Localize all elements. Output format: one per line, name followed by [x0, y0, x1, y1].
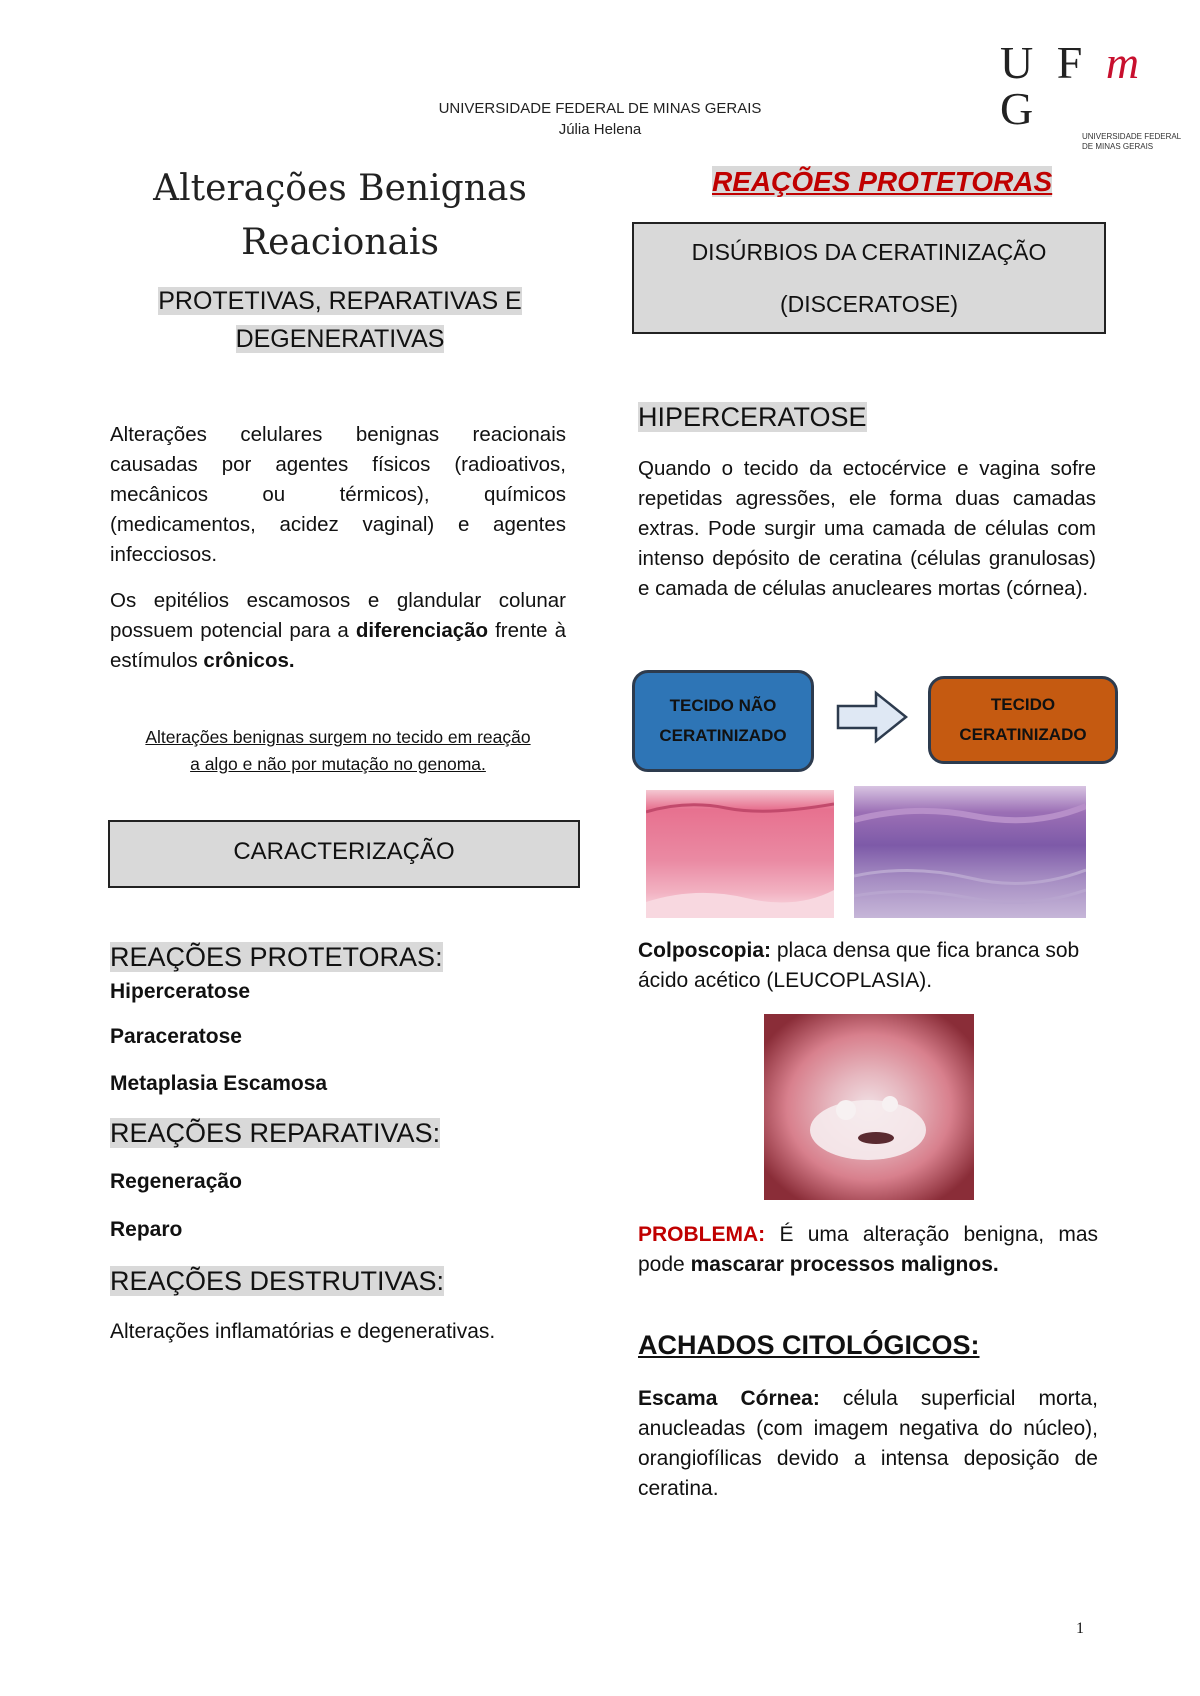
destructive-text: Alterações inflamatórias e degenerativas. — [110, 1320, 496, 1343]
subtitle-line-1: PROTETIVAS, REPARATIVAS E — [158, 287, 522, 315]
logo-subtext: UNIVERSIDADE FEDERAL DE MINAS GERAIS — [1082, 132, 1181, 151]
colposcopia-text: placa densa que fica branca sob ácido acético (LEUCOPLASIA). — [638, 939, 1080, 992]
caracterizacao-box — [108, 820, 580, 888]
keratinized-pill — [928, 676, 1118, 764]
caracterizacao-label: CARACTERIZAÇÃO — [233, 838, 455, 865]
achados-heading: ACHADOS CITOLÓGICOS: — [638, 1330, 980, 1360]
non-keratinized-pill — [632, 670, 814, 772]
problem-paragraph — [638, 1220, 1098, 1280]
university-name: UNIVERSIDADE FEDERAL DE MINAS GERAIS — [438, 100, 762, 117]
disceratose-line-1: DISÚRBIOS DA CERATINIZAÇÃO — [691, 239, 1047, 265]
disceratose-line-2: (DISCERATOSE) — [779, 291, 959, 317]
epithelium-text-c: frente à estímulos — [110, 619, 566, 672]
escama-paragraph — [638, 1384, 1098, 1504]
pill-left-line-1: TECIDO NÃO — [669, 696, 777, 715]
page-number: 1 — [1076, 1620, 1084, 1637]
problem-bold: mascarar processos malignos. — [690, 1253, 999, 1276]
disceratose-box — [632, 222, 1106, 334]
note-line-2: a algo e não por mutação no genoma. — [190, 754, 486, 774]
reparative-item-2: Reparo — [110, 1218, 183, 1241]
title-line-2: Reacionais — [241, 222, 439, 263]
page-title — [100, 162, 580, 270]
title-line-1: Alterações Benignas — [153, 168, 527, 209]
hiperceratose-heading: HIPERCERATOSE — [638, 402, 867, 432]
epithelium-paragraph — [110, 586, 566, 676]
reparative-item-1: Regeneração — [110, 1170, 242, 1193]
escama-label: Escama Córnea: — [638, 1387, 820, 1410]
epithelium-bold-1: diferenciação — [355, 619, 489, 642]
author-name: Júlia Helena — [558, 121, 642, 138]
histology-image-2 — [854, 786, 1086, 918]
intro-paragraph: Alterações celulares benignas reacionais causadas por agentes físicos (radioativos, mecânicos ou térmicos), químicos (medicamentos, acidez vaginal) e agentes infecciosos. — [110, 423, 566, 566]
right-arrow-icon — [836, 690, 910, 744]
protective-item-1: Hiperceratose — [110, 980, 251, 1003]
pill-right-line-1: TECIDO — [990, 695, 1056, 714]
escama-text: célula superficial morta, anucleadas (com imagem negativa do núcleo), orangiofílicas devido a intensa deposição de ceratina. — [638, 1387, 1098, 1500]
protective-heading: REAÇÕES PROTETORAS: — [110, 942, 443, 972]
benign-note — [108, 724, 568, 778]
hiperceratose-paragraph: Quando o tecido da ectocérvice e vagina sofre repetidas agressões, ele forma duas camadas extras. Pode surgir uma camada de células com intenso depósito de ceratina (células granulosas) e camada de células anucleares mortas (córnea). — [638, 457, 1096, 600]
epithelium-bold-2: crônicos. — [203, 649, 295, 672]
colposcopy-image — [764, 1014, 974, 1200]
epithelium-text-a: Os epitélios escamosos e glandular colunar possuem potencial para a — [110, 589, 566, 642]
histology-image-1 — [646, 790, 834, 918]
colposcopia-label: Colposcopia: — [638, 939, 772, 962]
pill-left-line-2: CERATINIZADO — [659, 726, 787, 745]
problem-label: PROBLEMA: — [638, 1223, 766, 1246]
pill-right-line-2: CERATINIZADO — [959, 725, 1087, 744]
logo-mark: U F m G — [1000, 37, 1146, 134]
problem-text: É uma alteração benigna, mas pode — [638, 1223, 1098, 1276]
reparative-heading: REAÇÕES REPARATIVAS: — [110, 1118, 441, 1148]
protective-item-2: Paraceratose — [110, 1025, 242, 1048]
colposcopia-paragraph — [638, 936, 1100, 996]
page-subtitle — [100, 282, 580, 358]
note-line-1: Alterações benignas surgem no tecido em reação — [145, 727, 531, 747]
right-heading: REAÇÕES PROTETORAS — [712, 166, 1053, 197]
ufmg-logo — [1000, 37, 1181, 152]
protective-item-3: Metaplasia Escamosa — [110, 1072, 328, 1095]
subtitle-line-2: DEGENERATIVAS — [235, 325, 445, 353]
destructive-heading: REAÇÕES DESTRUTIVAS: — [110, 1266, 445, 1296]
